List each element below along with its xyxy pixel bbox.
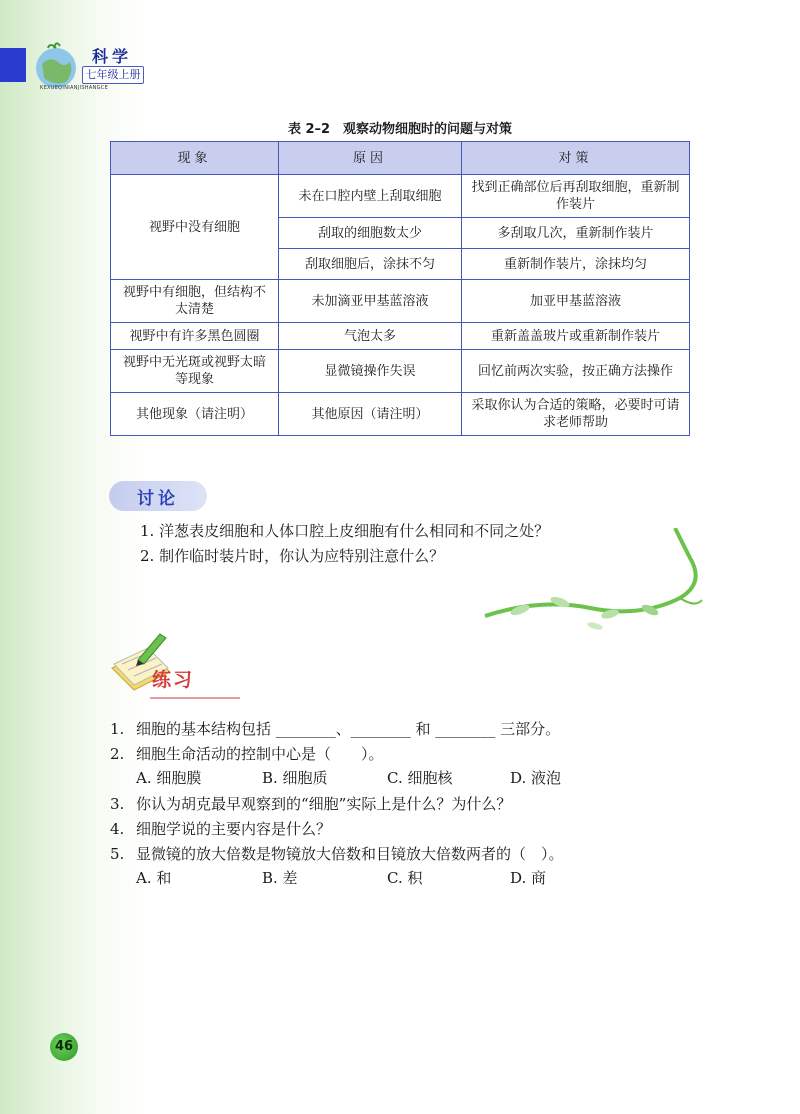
table-row — [111, 350, 690, 393]
subject-title: 科学 — [92, 47, 133, 66]
option-a: A. 细胞膜 — [136, 769, 202, 787]
page-number: 46 — [50, 1033, 78, 1061]
solution-cell: 重新盖盖玻片或重新制作装片 — [462, 323, 690, 350]
solution-cell: 找到正确部位后再刮取细胞，重新制作装片 — [462, 175, 690, 218]
phenomenon-cell: 视野中有细胞，但结构不太清楚 — [111, 280, 279, 323]
cause-cell: 其他原因（请注明） — [279, 393, 462, 436]
exercise-text: 细胞的基本结构包括 ________、________ 和 ________ 三部分。 — [136, 720, 561, 738]
solution-cell: 回忆前两次实验，按正确方法操作 — [462, 350, 690, 393]
exercise-4 — [110, 818, 331, 839]
phenomenon-cell: 其他现象（请注明） — [111, 393, 279, 436]
cause-cell: 刮取的细胞数太少 — [279, 218, 462, 249]
cause-cell: 刮取细胞后，涂抹不匀 — [279, 249, 462, 280]
cause-cell: 未在口腔内壁上刮取细胞 — [279, 175, 462, 218]
phenomenon-cell: 视野中没有细胞 — [111, 175, 279, 280]
header-solution: 对策 — [462, 142, 690, 175]
header-color-bar — [0, 48, 26, 82]
solution-cell: 重新制作装片，涂抹均匀 — [462, 249, 690, 280]
discussion-question-1: 1. 洋葱表皮细胞和人体口腔上皮细胞有什么相同和不同之处？ — [140, 522, 550, 540]
observation-table — [110, 141, 690, 436]
option-b: B. 细胞质 — [262, 769, 328, 787]
table-header-row — [111, 142, 690, 175]
exercise-1 — [110, 718, 560, 739]
option-d: D. 液泡 — [510, 769, 562, 787]
cause-cell: 显微镜操作失误 — [279, 350, 462, 393]
practice-title: 练习 — [152, 669, 195, 691]
table-row — [111, 393, 690, 436]
exercise-text: 显微镜的放大倍数是物镜放大倍数和目镜放大倍数两者的（ ）。 — [136, 845, 564, 863]
exercise-2 — [110, 743, 384, 764]
vine-decoration-icon — [480, 528, 710, 638]
exercise-text: 细胞学说的主要内容是什么？ — [136, 820, 332, 838]
option-c: C. 积 — [387, 869, 423, 887]
solution-cell: 多刮取几次，重新制作装片 — [462, 218, 690, 249]
table-row — [111, 280, 690, 323]
practice-underline — [150, 697, 240, 699]
exercise-text: 你认为胡克最早观察到的“细胞”实际上是什么？为什么？ — [136, 795, 512, 813]
solution-cell: 采取你认为合适的策略，必要时可请求老师帮助 — [462, 393, 690, 436]
header-phenomenon: 现象 — [111, 142, 279, 175]
table-caption: 表 2–2 观察动物细胞时的问题与对策 — [287, 122, 513, 137]
exercise-number: 4. — [110, 820, 125, 838]
exercise-number: 2. — [110, 745, 125, 763]
option-b: B. 差 — [262, 869, 298, 887]
phenomenon-cell: 视野中无光斑或视野太暗等现象 — [111, 350, 279, 393]
table-row — [111, 323, 690, 350]
cause-cell: 气泡太多 — [279, 323, 462, 350]
option-c: C. 细胞核 — [387, 769, 453, 787]
exercise-text: 细胞生命活动的控制中心是（ ）。 — [136, 745, 384, 763]
grade-label: 七年级上册 — [82, 66, 144, 84]
exercise-3 — [110, 793, 511, 814]
exercise-number: 3. — [110, 795, 125, 813]
option-a: A. 和 — [136, 869, 172, 887]
solution-cell: 加亚甲基蓝溶液 — [462, 280, 690, 323]
globe-logo-icon — [30, 38, 82, 90]
phenomenon-cell: 视野中有许多黑色圆圈 — [111, 323, 279, 350]
option-d: D. 商 — [510, 869, 547, 887]
discussion-tag — [109, 481, 207, 511]
exercise-number: 5. — [110, 845, 125, 863]
header-cause: 原因 — [279, 142, 462, 175]
exercise-number: 1. — [110, 720, 125, 738]
discussion-title: 讨论 — [137, 489, 179, 509]
pinyin-label: KEXUEQINIANJISHANGCE — [40, 85, 109, 91]
table-row — [111, 175, 690, 218]
exercise-5 — [110, 843, 564, 864]
cause-cell: 未加滴亚甲基蓝溶液 — [279, 280, 462, 323]
discussion-question-2: 2. 制作临时装片时，你认为应特别注意什么？ — [140, 547, 445, 565]
